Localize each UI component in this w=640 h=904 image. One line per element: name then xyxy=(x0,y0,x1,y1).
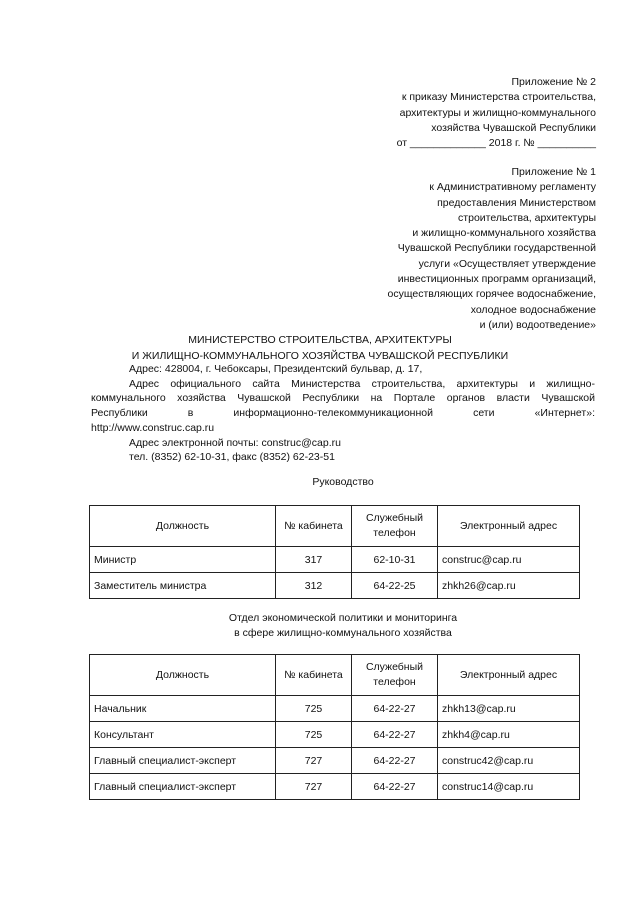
cell-position: Заместитель министра xyxy=(90,573,276,599)
cell-room: 725 xyxy=(276,722,352,748)
header-phone: Служебный телефон xyxy=(352,506,438,547)
appendix-2-block xyxy=(397,75,596,151)
table-header-row xyxy=(90,655,580,696)
cell-room: 725 xyxy=(276,696,352,722)
cell-email: construc@cap.ru xyxy=(438,547,580,573)
cell-email: construc42@cap.ru xyxy=(438,748,580,774)
website-text: Республики в информационно-телекоммуникационной сети «Интернет»: xyxy=(91,407,595,420)
cell-email: zhkh4@cap.ru xyxy=(438,722,580,748)
website-text: Адрес официального сайта Министерства строительства, архитектуры и жилищно- xyxy=(129,377,595,390)
appendix-line: осуществляющих горячее водоснабжение, xyxy=(387,288,596,301)
cell-phone: 64-22-27 xyxy=(352,722,438,748)
phone-text: тел. (8352) 62-10-31, факс (8352) 62-23-51 xyxy=(129,451,335,464)
table-row xyxy=(90,547,580,573)
header-phone: Служебный телефон xyxy=(352,655,438,696)
appendix-line: строительства, архитектуры xyxy=(458,211,596,224)
appendix-line: архитектуры и жилищно-коммунального xyxy=(399,106,596,119)
cell-position: Министр xyxy=(90,547,276,573)
table-header-row xyxy=(90,506,580,547)
department-caption-line: в сфере жилищно-коммунального хозяйства xyxy=(234,627,452,639)
cell-email: zhkh13@cap.ru xyxy=(438,696,580,722)
appendix-line: к приказу Министерства строительства, xyxy=(401,91,596,104)
department-caption xyxy=(0,611,640,641)
appendix-line: Приложение № 2 xyxy=(511,76,596,88)
table-row xyxy=(90,573,580,599)
header-position: Должность xyxy=(90,655,276,696)
appendix-line: и жилищно-коммунального хозяйства xyxy=(412,227,596,240)
cell-phone: 62-10-31 xyxy=(352,547,438,573)
cell-room: 727 xyxy=(276,774,352,800)
cell-position: Главный специалист-эксперт xyxy=(90,774,276,800)
cell-phone: 64-22-27 xyxy=(352,774,438,800)
website-url: http://www.construc.cap.ru xyxy=(91,421,215,434)
table-row xyxy=(90,774,580,800)
header-room: № кабинета xyxy=(276,506,352,547)
ministry-title-line: И ЖИЛИЩНО-КОММУНАЛЬНОГО ХОЗЯЙСТВА ЧУВАШСКОЙ РЕСПУБЛИКИ xyxy=(131,349,509,362)
cell-room: 312 xyxy=(276,573,352,599)
cell-phone: 64-22-25 xyxy=(352,573,438,599)
appendix-line: услуги «Осуществляет утверждение xyxy=(418,257,596,270)
appendix-line: инвестиционных программ организаций, xyxy=(397,273,596,286)
header-email: Электронный адрес xyxy=(438,655,580,696)
cell-phone: 64-22-27 xyxy=(352,748,438,774)
header-email: Электронный адрес xyxy=(438,506,580,547)
ministry-title xyxy=(0,333,640,364)
appendix-line: от _____________ 2018 г. № __________ xyxy=(396,137,596,150)
cell-position: Главный специалист-эксперт xyxy=(90,748,276,774)
cell-position: Консультант xyxy=(90,722,276,748)
appendix-line: и (или) водоотведение» xyxy=(479,318,596,331)
leadership-caption: Руководство xyxy=(312,476,374,488)
table-row xyxy=(90,696,580,722)
cell-room: 317 xyxy=(276,547,352,573)
email-text: Адрес электронной почты: construc@cap.ru xyxy=(129,436,341,449)
appendix-1-block xyxy=(388,165,596,333)
address-text: Адрес: 428004, г. Чебоксары, Президентский бульвар, д. 17, xyxy=(129,363,423,375)
header-room: № кабинета xyxy=(276,655,352,696)
cell-phone: 64-22-27 xyxy=(352,696,438,722)
table-row xyxy=(90,748,580,774)
ministry-title-line: МИНИСТЕРСТВО СТРОИТЕЛЬСТВА, АРХИТЕКТУРЫ xyxy=(188,334,452,346)
table-row xyxy=(90,722,580,748)
appendix-line: холодное водоснабжение xyxy=(470,303,596,316)
website-text: коммунального хозяйства Чувашской Республики на Портале органов власти Чувашской xyxy=(91,392,595,405)
appendix-line: к Административному регламенту xyxy=(429,181,596,194)
leadership-table xyxy=(89,505,580,599)
appendix-line: Чувашской Республики государственной xyxy=(397,242,596,255)
header-position: Должность xyxy=(90,506,276,547)
cell-position: Начальник xyxy=(90,696,276,722)
appendix-line: предоставления Министерством xyxy=(437,196,596,209)
cell-email: zhkh26@cap.ru xyxy=(438,573,580,599)
appendix-line: Приложение № 1 xyxy=(511,166,596,178)
ministry-contacts xyxy=(91,362,595,465)
cell-room: 727 xyxy=(276,748,352,774)
department-table xyxy=(89,654,580,800)
cell-email: construc14@cap.ru xyxy=(438,774,580,800)
appendix-line: хозяйства Чувашской Республики xyxy=(431,121,596,134)
department-caption-line: Отдел экономической политики и мониторинга xyxy=(228,612,458,624)
